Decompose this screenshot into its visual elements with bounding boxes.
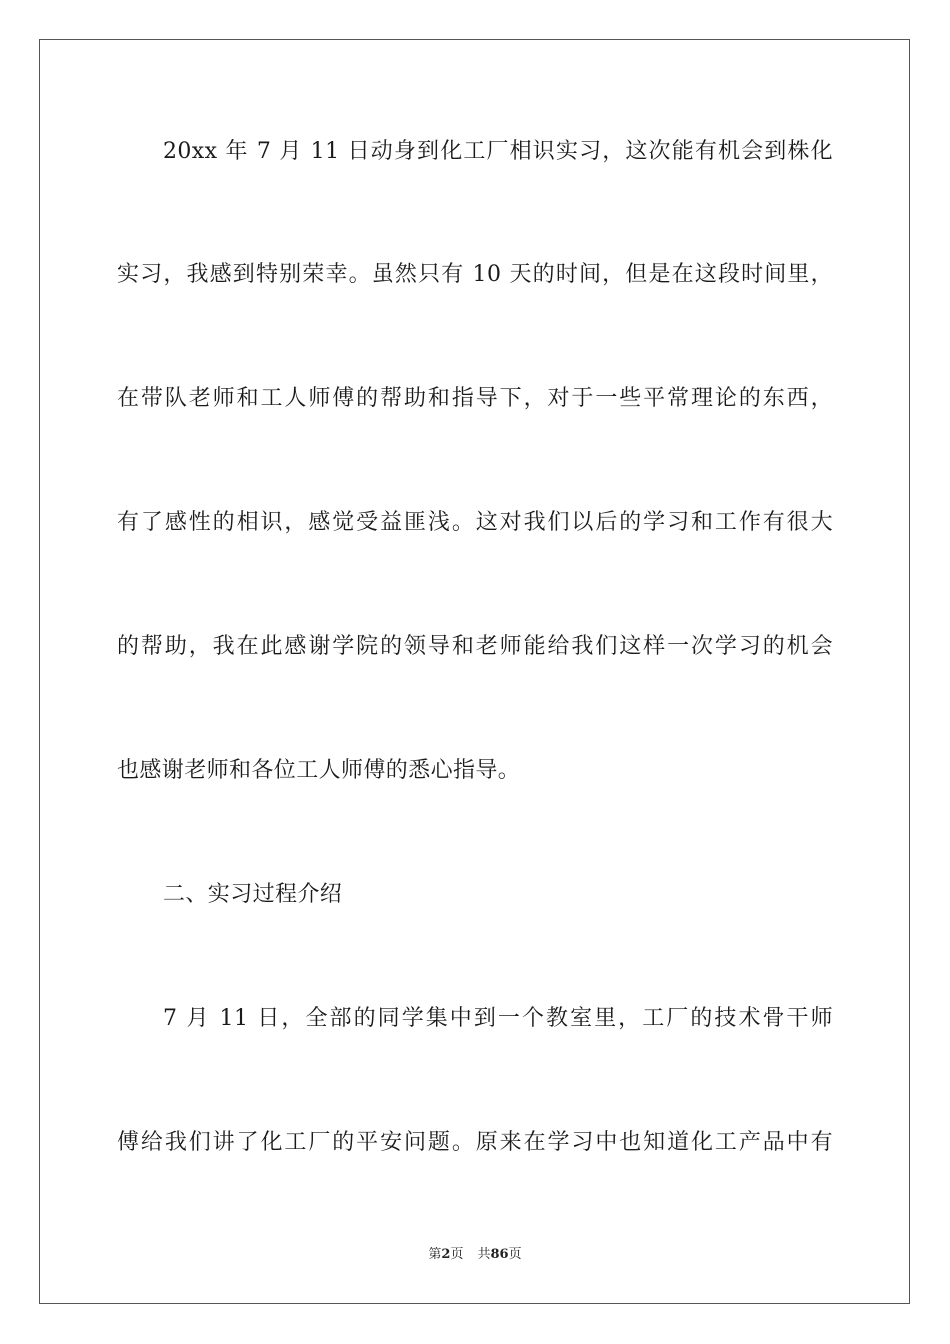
paragraph-line-1: 20xx 年 7 月 11 日动身到化工厂相识实习，这次能有机会到株化 xyxy=(163,139,833,164)
paragraph-line-8: 傅给我们讲了化工厂的平安问题。原来在学习中也知道化工产品中有 xyxy=(117,1130,833,1155)
paragraph-line-5: 的帮助，我在此感谢学院的领导和老师能给我们这样一次学习的机会 xyxy=(117,634,833,659)
page-prefix: 第 xyxy=(428,1247,442,1262)
page-number: 2 xyxy=(441,1247,451,1262)
paragraph-line-3: 在带队老师和工人师傅的帮助和指导下，对于一些平常理论的东西， xyxy=(117,386,833,411)
total-pages: 86 xyxy=(490,1247,509,1262)
paragraph-line-4: 有了感性的相识，感觉受益匪浅。这对我们以后的学习和工作有很大 xyxy=(117,510,833,535)
page-suffix: 页 xyxy=(450,1247,464,1262)
section-heading: 二、实习过程介绍 xyxy=(163,882,343,907)
paragraph-line-2: 实习，我感到特别荣幸。虽然只有 10 天的时间，但是在这段时间里， xyxy=(117,262,833,287)
total-prefix: 共 xyxy=(477,1247,491,1262)
page-footer xyxy=(0,1245,950,1265)
page-border xyxy=(39,39,910,1304)
paragraph-line-7: 7 月 11 日，全部的同学集中到一个教室里，工厂的技术骨干师 xyxy=(163,1006,833,1031)
total-suffix: 页 xyxy=(508,1247,522,1262)
paragraph-line-6: 也感谢老师和各位工人师傅的悉心指导。 xyxy=(117,758,521,783)
